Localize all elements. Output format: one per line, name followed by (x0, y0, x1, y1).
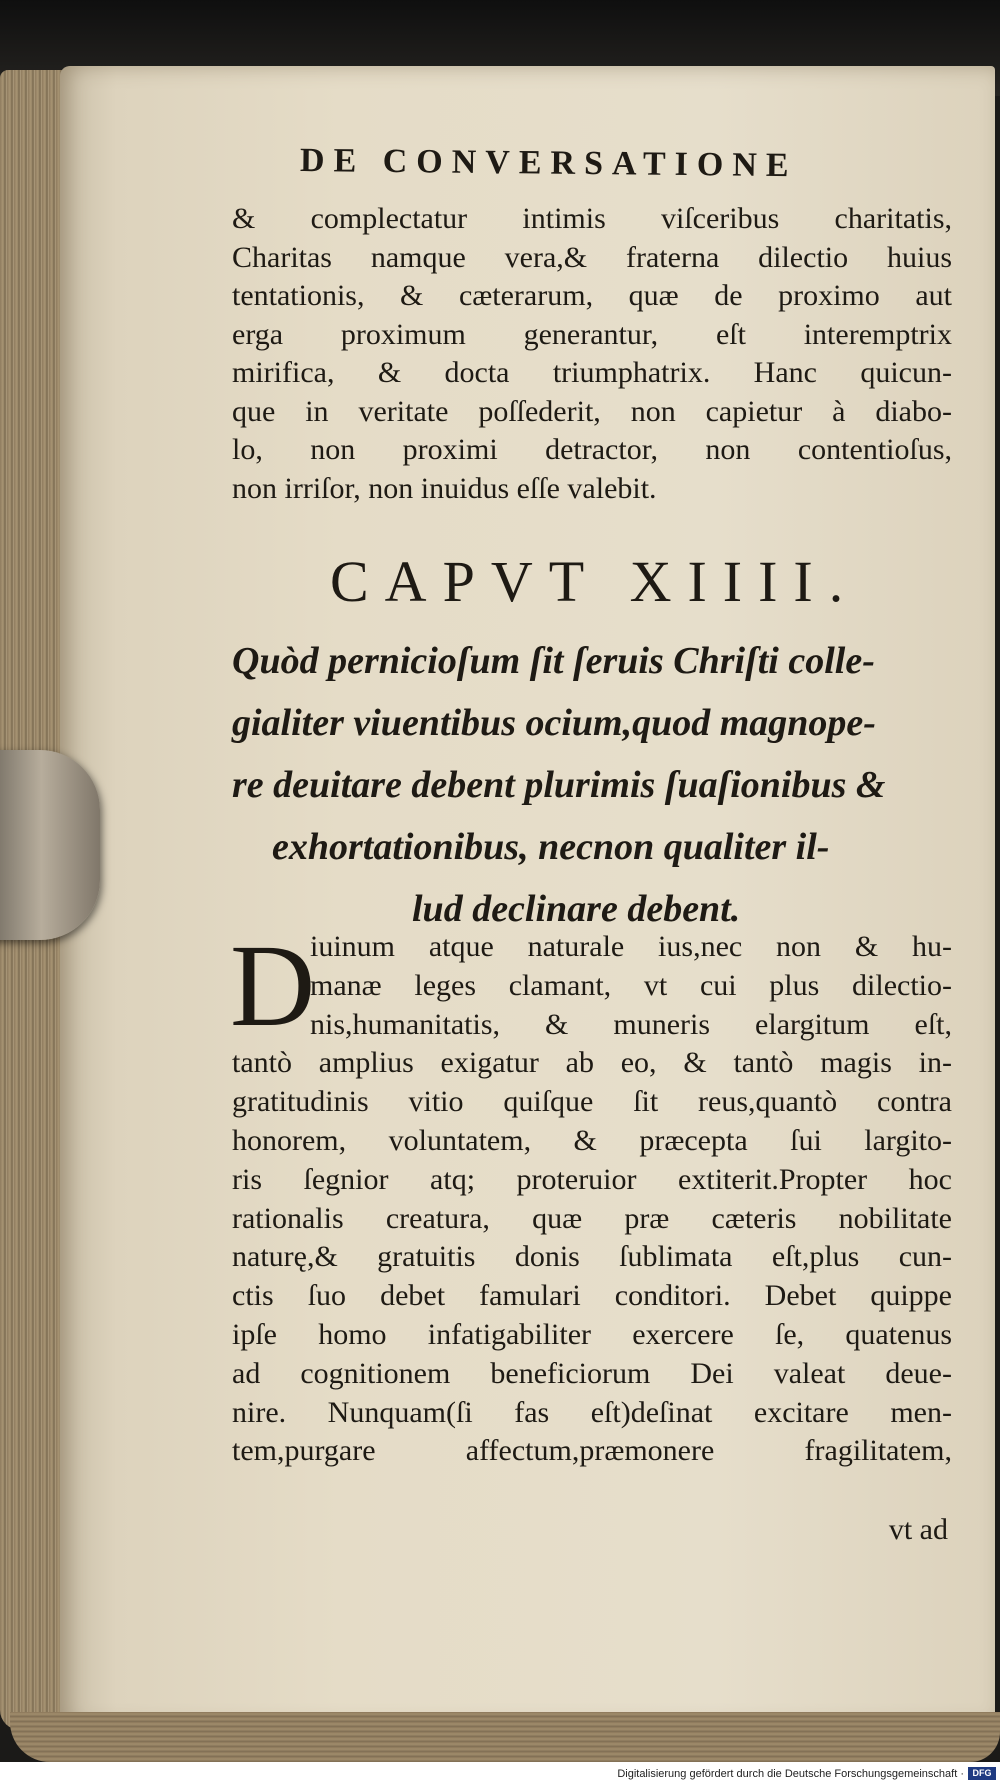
text-line: iuinum atque naturale ius,nec non & hu- (310, 930, 952, 963)
text-line: tantò amplius exigatur ab eo, & tantò magis in- (232, 1046, 952, 1080)
summary-line: gialiter viuentibus ocium,quod magnope- (232, 702, 876, 744)
text-line: ipſe homo infatigabiliter exercere ſe, quatenus (232, 1317, 952, 1351)
drop-cap: D (230, 920, 316, 1051)
text-line: non irriſor, non inuidus eſſe valebit. (232, 471, 657, 505)
chapter-summary (232, 630, 952, 940)
paragraph (230, 920, 952, 1471)
running-head: DE CONVERSATIONE (299, 142, 798, 185)
text-line: ris ſegnior atq; proteruior extiterit.Propter hoc (232, 1162, 952, 1196)
summary-line: lud declinare debent. (412, 888, 741, 930)
text-line: tentationis, & cæterarum, quæ de proximo aut (232, 279, 952, 312)
text-line: gratitudinis vitio quiſque ſit reus,quantò contra (232, 1085, 952, 1119)
summary-line: Quòd pernicioſum ſit ſeruis Chriſti colle- (232, 640, 875, 682)
text-line: erga proximum generantur, eſt interemptrix (232, 317, 952, 351)
text-line: honorem, voluntatem, & præcepta ſui largito- (232, 1123, 952, 1157)
chapter-heading: CAPVT XIIII. (330, 549, 860, 614)
catchword: vt ad (888, 1513, 948, 1546)
text-line: nis,humanitatis, & muneris elargitum eſt, (310, 1007, 952, 1041)
text-line: mirifica, & docta triumphatrix. Hanc quicun- (232, 356, 952, 389)
text-line: que in veritate poſſederit, non capietur à diabo- (232, 394, 952, 428)
text-line: & complectatur intimis viſceribus charitatis, (232, 202, 952, 235)
summary-line: exhortationibus, necnon qualiter il- (272, 826, 830, 868)
summary-line: re deuitare debent plurimis ſuaſionibus & (232, 764, 886, 806)
text-line: tem,purgare affectum,præmonere fragilitatem, (232, 1434, 952, 1468)
text-line: nire. Nunquam(ſi fas eſt)deſinat excitare men- (232, 1395, 952, 1429)
text-line: rationalis creatura, quæ præ cæteris nobilitate (232, 1201, 952, 1235)
page-clip (0, 750, 100, 940)
text-line: naturę,& gratuitis donis ſublimata eſt,plus cun- (232, 1240, 952, 1274)
text-line: lo, non proximi detractor, non contentioſus, (232, 433, 952, 466)
page-edges-bottom (10, 1712, 1000, 1762)
text-line: ctis ſuo debet famulari conditori. Debet quippe (232, 1279, 952, 1313)
body-text (232, 200, 952, 508)
text-line: Charitas namque vera,& fraterna dilectio huius (232, 240, 952, 274)
dfg-logo: DFG (968, 1767, 996, 1780)
text-line: manæ leges clamant, vt cui plus dilectio- (310, 968, 952, 1002)
funding-credit: Digitalisierung gefördert durch die Deutsche Forschungsgemeinschaft · (617, 1768, 964, 1780)
text-line: ad cognitionem beneficiorum Dei valeat deue- (232, 1356, 952, 1390)
